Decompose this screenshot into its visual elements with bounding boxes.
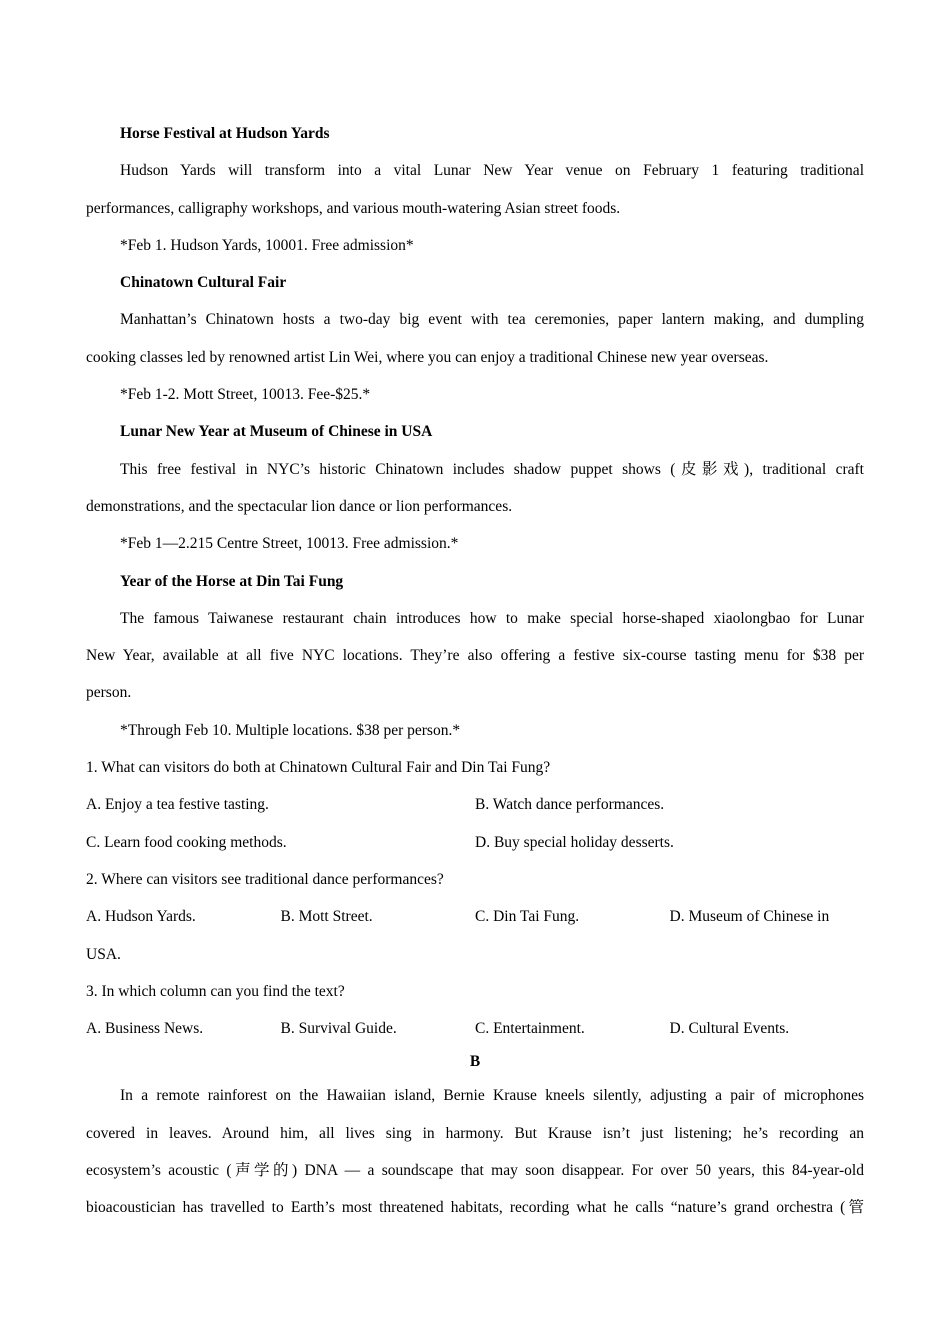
event-info: *Feb 1. Hudson Yards, 10001. Free admission* bbox=[120, 236, 414, 254]
option-row bbox=[86, 786, 864, 823]
event-text-line: demonstrations, and the spectacular lion dance or lion performances. bbox=[86, 497, 513, 515]
option-a: A. Enjoy a tea festive tasting. bbox=[86, 796, 269, 814]
option-d-continuation: USA. bbox=[86, 945, 121, 963]
option-d: D. Buy special holiday desserts. bbox=[475, 833, 674, 851]
event-title: Chinatown Cultural Fair bbox=[120, 274, 287, 292]
passage-line: In a remote rainforest on the Hawaiian island, Bernie Krause kneels silently, adjusting a pair of microphones bbox=[120, 1087, 864, 1105]
event-info: *Through Feb 10. Multiple locations. $38 per person.* bbox=[120, 721, 461, 739]
question-stem: 2. Where can visitors see traditional dance performances? bbox=[86, 870, 444, 888]
option-c: C. Entertainment. bbox=[475, 1020, 585, 1038]
option-c: C. Din Tai Fung. bbox=[475, 908, 580, 926]
event-text-line: Manhattan’s Chinatown hosts a two-day big event with tea ceremonies, paper lantern making, and dumpling bbox=[120, 311, 864, 329]
passage-line: covered in leaves. Around him, all lives sing in harmony. But Krause isn’t just listening; he’s recording an bbox=[86, 1124, 864, 1142]
option-c: C. Learn food cooking methods. bbox=[86, 833, 287, 851]
event-text-line: This free festival in NYC’s historic Chinatown includes shadow puppet shows (皮影戏), traditional craft bbox=[120, 460, 864, 478]
event-text-line: Hudson Yards will transform into a vital Lunar New Year venue on February 1 featuring traditional bbox=[120, 162, 864, 180]
option-row bbox=[86, 1010, 864, 1047]
passage-line: ecosystem’s acoustic (声学的) DNA — a soundscape that may soon disappear. For over 50 years, this 84-year-old bbox=[86, 1162, 864, 1180]
event-text-line: cooking classes led by renowned artist Lin Wei, where you can enjoy a traditional Chinese new year overseas. bbox=[86, 348, 769, 366]
event-info: *Feb 1-2. Mott Street, 10013. Fee-$25.* bbox=[120, 386, 371, 404]
option-a: A. Hudson Yards. bbox=[86, 908, 196, 926]
passage-line: bioacoustician has travelled to Earth’s most threatened habitats, recording what he calls “nature’s grand orchestra (管 bbox=[86, 1199, 864, 1217]
question-stem: 1. What can visitors do both at Chinatown Cultural Fair and Din Tai Fung? bbox=[86, 759, 551, 777]
option-row bbox=[86, 898, 864, 935]
option-row bbox=[86, 824, 864, 861]
event-title: Horse Festival at Hudson Yards bbox=[120, 125, 330, 142]
option-d: D. Museum of Chinese in bbox=[669, 908, 830, 926]
event-title: Lunar New Year at Museum of Chinese in USA bbox=[120, 423, 433, 441]
section-heading: B bbox=[469, 1053, 481, 1071]
option-b: B. Watch dance performances. bbox=[475, 796, 665, 814]
option-b: B. Survival Guide. bbox=[280, 1020, 397, 1038]
option-b: B. Mott Street. bbox=[280, 908, 373, 926]
event-info: *Feb 1—2.215 Centre Street, 10013. Free admission.* bbox=[120, 535, 459, 553]
document-page bbox=[86, 115, 864, 1227]
event-title: Year of the Horse at Din Tai Fung bbox=[120, 572, 344, 590]
option-a: A. Business News. bbox=[86, 1020, 204, 1038]
question-stem: 3. In which column can you find the text? bbox=[86, 982, 345, 1000]
event-text-line: performances, calligraphy workshops, and various mouth-watering Asian street foods. bbox=[86, 199, 621, 217]
event-text-line: New Year, available at all five NYC locations. They’re also offering a festive six-course tasting menu for $38 per bbox=[86, 647, 864, 665]
event-text-line: person. bbox=[86, 684, 132, 702]
option-d: D. Cultural Events. bbox=[669, 1020, 790, 1038]
event-text-line: The famous Taiwanese restaurant chain introduces how to make special horse-shaped xiaolongbao for Lunar bbox=[120, 609, 864, 627]
